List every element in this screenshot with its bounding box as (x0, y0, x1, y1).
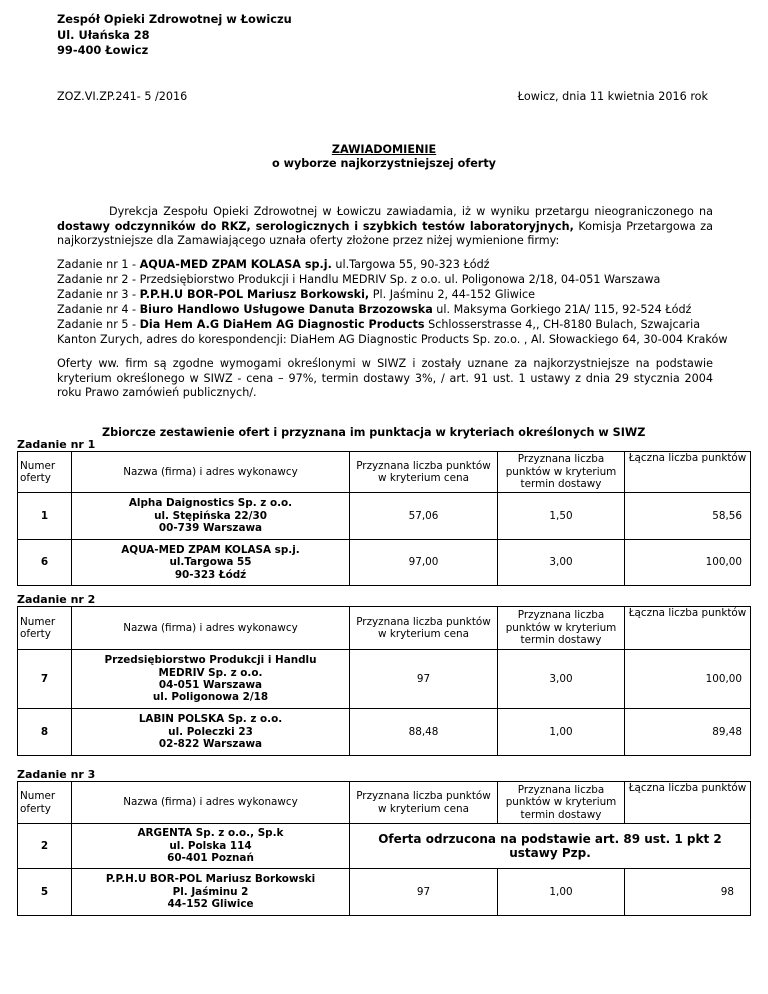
offer-total-points: 100,00 (625, 650, 751, 709)
winner-line-5: Zadanie nr 5 - Dia Hem A.G DiaHem AG Diagnostic Products Schlosserstrasse 4,, CH-8180 Bulach, Szwajcaria (57, 318, 701, 331)
offer-number: 5 (18, 869, 72, 916)
offer-delivery-points: 3,00 (498, 540, 625, 586)
offer-total-points: 89,48 (625, 709, 751, 756)
offer-name: Przedsiębiorstwo Produkcji i Handlu MEDRIV Sp. z o.o. 04-051 Warszawa ul. Poligonowa 2/18 (72, 650, 350, 709)
header-price: Przyznana liczba punktów w kryterium cena (350, 452, 498, 493)
header-name: Nazwa (firma) i adres wykonawcy (72, 782, 350, 824)
offer-name: LABIN POLSKA Sp. z o.o. ul. Poleczki 23 02-822 Warszawa (72, 709, 350, 756)
offer-delivery-points: 3,00 (498, 650, 625, 709)
table-task-1 (17, 451, 751, 586)
intro-text-2: Komisja Przetargowa za najkorzystniejsze dla Zamawiającego uznała oferty złożone przez niżej wymienione firmy: (57, 219, 713, 248)
intro-paragraph (57, 205, 713, 249)
offer-number: 1 (18, 493, 72, 540)
task-label-3: Zadanie nr 3 (17, 768, 96, 781)
offer-delivery-points: 1,00 (498, 869, 625, 916)
offer-name: Alpha Daignostics Sp. z o.o. ul. Stępińska 22/30 00-739 Warszawa (72, 493, 350, 540)
table-header-row (18, 452, 751, 493)
table-task-2 (17, 606, 751, 756)
table-header-row (18, 607, 751, 650)
table-row (18, 650, 751, 709)
task-label-1: Zadanie nr 1 (17, 438, 96, 451)
offer-number: 7 (18, 650, 72, 709)
winner-line-3: Zadanie nr 3 - P.P.H.U BOR-POL Mariusz Borkowski, Pl. Jaśminu 2, 44-152 Gliwice (57, 288, 536, 301)
intro-subject: dostawy odczynników do RKZ, serologicznych i szybkich testów laboratoryjnych, (57, 219, 574, 233)
document-title: ZAWIADOMIENIE (331, 143, 437, 156)
offer-total-points: 58,56 (625, 493, 751, 540)
header-price: Przyznana liczba punktów w kryterium cena (350, 782, 498, 824)
offer-total-points: 100,00 (625, 540, 751, 586)
header-total: Łączna liczba punktów (625, 607, 751, 650)
winner-line-2: Zadanie nr 2 - Przedsiębiorstwo Produkcji i Handlu MEDRIV Sp. z o.o. ul. Poligonowa 2/18, 04-051 Warszawa (57, 273, 661, 286)
header-number: Numer oferty (18, 782, 72, 824)
offer-name: AQUA-MED ZPAM KOLASA sp.j. ul.Targowa 55 90-323 Łódź (72, 540, 350, 586)
table-row (18, 709, 751, 756)
header-name: Nazwa (firma) i adres wykonawcy (72, 452, 350, 493)
table-header-row (18, 782, 751, 824)
table-row (18, 869, 751, 916)
table-row (18, 824, 751, 869)
offer-name: P.P.H.U BOR-POL Mariusz Borkowski Pl. Jaśminu 2 44-152 Gliwice (72, 869, 350, 916)
table-task-3 (17, 781, 751, 916)
offer-name: ARGENTA Sp. z o.o., Sp.k ul. Polska 114 60-401 Poznań (72, 824, 350, 869)
header-number: Numer oferty (18, 452, 72, 493)
offer-number: 8 (18, 709, 72, 756)
winner-line-1: Zadanie nr 1 - AQUA-MED ZPAM KOLASA sp.j. ul.Targowa 55, 90-323 Łódź (57, 258, 490, 271)
intro-text-1: Dyrekcja Zespołu Opieki Zdrowotnej w Łowiczu zawiadamia, iż w wyniku przetargu nieograniczonego na (109, 205, 713, 218)
offer-price-points: 88,48 (350, 709, 498, 756)
offer-total-points: 98 (625, 869, 751, 916)
header-name: Nazwa (firma) i adres wykonawcy (72, 607, 350, 650)
offer-number: 2 (18, 824, 72, 869)
offer-price-points: 97 (350, 650, 498, 709)
header-total: Łączna liczba punktów (625, 452, 751, 493)
header-number: Numer oferty (18, 607, 72, 650)
winner-line-4: Zadanie nr 4 - Biuro Handlowo Usługowe Danuta Brzozowska ul. Maksyma Gorkiego 21A/ 115, 92-524 Łódź (57, 303, 692, 316)
header-delivery: Przyznana liczba punktów w kryterium termin dostawy (498, 452, 625, 493)
offer-price-points: 57,06 (350, 493, 498, 540)
offer-price-points: 97 (350, 869, 498, 916)
header-delivery: Przyznana liczba punktów w kryterium termin dostawy (498, 782, 625, 824)
sender-street: Ul. Ułańska 28 (57, 28, 150, 42)
offer-number: 6 (18, 540, 72, 586)
offer-delivery-points: 1,00 (498, 709, 625, 756)
task-label-2: Zadanie nr 2 (17, 593, 96, 606)
sender-city: 99-400 Łowicz (57, 43, 149, 57)
sender-name: Zespół Opieki Zdrowotnej w Łowiczu (57, 12, 292, 26)
document-subtitle: o wyborze najkorzystniejszej oferty (272, 157, 496, 170)
criteria-paragraph: Oferty ww. firm są zgodne wymogami określonymi w SIWZ i zostały uznane za najkorzystniejsze na podstawie kryterium określonego w SIWZ - cena – 97%, termin dostawy 3%, / art. 91 ust. 1 ustawy z dnia 29 stycznia 2004 roku Prawo zamówień publicznych/. (57, 357, 713, 400)
summary-title: Zbiorcze zestawienie ofert i przyznana im punktacja w kryteriach określonych w SIWZ (102, 426, 646, 439)
place-date: Łowicz, dnia 11 kwietnia 2016 rok (517, 90, 708, 103)
offer-price-points: 97,00 (350, 540, 498, 586)
header-price: Przyznana liczba punktów w kryterium cena (350, 607, 498, 650)
header-total: Łączna liczba punktów (625, 782, 751, 824)
offer-rejected-note: Oferta odrzucona na podstawie art. 89 ust. 1 pkt 2 ustawy Pzp. (350, 824, 751, 869)
offer-delivery-points: 1,50 (498, 493, 625, 540)
winner-line-5-cont: Kanton Zurych, adres do korespondencji: DiaHem AG Diagnostic Products Sp. zo.o. , Al. Słowackiego 64, 30-004 Kraków (57, 333, 728, 346)
reference-number: ZOZ.VI.ZP.241- 5 /2016 (57, 90, 188, 103)
table-row (18, 540, 751, 586)
header-delivery: Przyznana liczba punktów w kryterium termin dostawy (498, 607, 625, 650)
table-row (18, 493, 751, 540)
